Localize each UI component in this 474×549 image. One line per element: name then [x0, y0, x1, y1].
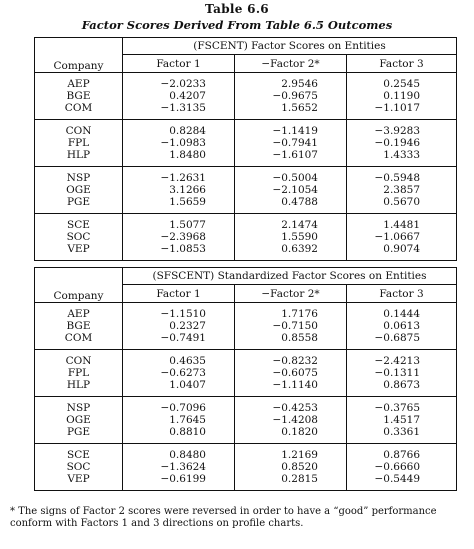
- factor-3-value: 0.1444: [383, 308, 421, 320]
- factor-3-value: −0.1946: [374, 137, 421, 149]
- factor-1-value: −0.7491: [160, 332, 206, 344]
- factor-3-value: 0.3361: [383, 426, 421, 438]
- factor-3-value: 0.5670: [383, 196, 421, 208]
- factor-1-value: −1.2631: [160, 172, 206, 184]
- factor-1-value: 0.8480: [169, 449, 206, 461]
- company-name: OGE: [66, 184, 91, 196]
- factor-2-value-cell: [235, 444, 347, 491]
- factor-1-value: 1.5659: [169, 196, 206, 208]
- factor-3-value: −2.4213: [374, 355, 421, 367]
- factor-2-value-cell: [235, 120, 347, 167]
- factor-3-value-cell: [347, 444, 457, 491]
- company-name: AEP: [67, 308, 90, 320]
- factor-2-header: −Factor 2*: [235, 55, 347, 73]
- factor-1-value: −0.6273: [160, 367, 206, 379]
- table-row: [35, 120, 457, 167]
- factor-1-value: 0.4207: [169, 90, 206, 102]
- factor-3-value-cell: [347, 350, 457, 397]
- factor-1-header: Factor 1: [123, 285, 235, 303]
- company-name: FPL: [67, 137, 90, 149]
- table-row: [35, 214, 457, 261]
- table-title: Table 6.6: [205, 2, 269, 16]
- factor-1-value: 1.0407: [169, 379, 206, 391]
- factor-2-value: −0.6075: [272, 367, 318, 379]
- company-name: BGE: [66, 320, 91, 332]
- factor-2-value: −1.1419: [272, 125, 318, 137]
- factor-1-value: −1.0983: [160, 137, 206, 149]
- factor-2-value: 0.8520: [281, 461, 318, 473]
- company-name: FPL: [67, 367, 90, 379]
- factor-1-value: −0.6199: [160, 473, 206, 485]
- company-name: SCE: [67, 449, 90, 461]
- factor-2-value: −2.1054: [272, 184, 318, 196]
- factor-3-value-cell: [347, 120, 457, 167]
- footnote: * The signs of Factor 2 scores were reversed in order to have a “good” performance conform with Factors 1 and 3 directions on profile charts.: [10, 506, 437, 529]
- factor-2-value: 1.7176: [281, 308, 318, 320]
- factor-1-value-cell: [123, 73, 235, 120]
- table-row: [35, 397, 457, 444]
- factor-3-value: −1.1017: [374, 102, 421, 114]
- company-header: Company: [35, 38, 123, 73]
- factor-3-value-cell: [347, 397, 457, 444]
- factor-3-value: 0.1190: [383, 90, 421, 102]
- factor-2-header: −Factor 2*: [235, 285, 347, 303]
- factor-2-value: −1.6107: [272, 149, 318, 161]
- company-name: HLP: [66, 379, 91, 391]
- factor-2-value-cell: [235, 167, 347, 214]
- company-name: NSP: [66, 172, 91, 184]
- factor-1-value: 0.2327: [169, 320, 206, 332]
- company-name: SOC: [66, 231, 91, 243]
- factor-2-value: −1.4208: [272, 414, 318, 426]
- factor-2-value: 0.4788: [281, 196, 318, 208]
- company-name: CON: [65, 355, 92, 367]
- company-name-cell: [35, 120, 123, 167]
- factor-2-value: 0.8558: [281, 332, 318, 344]
- table-row: [35, 167, 457, 214]
- factor-3-value: 0.8673: [383, 379, 421, 391]
- factor-1-value: −1.3624: [160, 461, 206, 473]
- factor-2-value: −1.1140: [272, 379, 318, 391]
- factor-2-value: 0.1820: [281, 426, 318, 438]
- factor-3-value: 0.2545: [383, 78, 421, 90]
- company-name-cell: [35, 444, 123, 491]
- factor-3-value: 0.0613: [383, 320, 421, 332]
- factor-3-value: −0.5449: [374, 473, 421, 485]
- factor-2-value: 1.2169: [281, 449, 318, 461]
- factor-3-value: 0.8766: [383, 449, 421, 461]
- group-header: (SFSCENT) Standardized Factor Scores on Entities: [123, 268, 457, 285]
- company-name: PGE: [66, 196, 91, 208]
- company-name: SCE: [67, 219, 90, 231]
- factor-2-value-cell: [235, 350, 347, 397]
- factor-3-value-cell: [347, 73, 457, 120]
- company-name: VEP: [67, 243, 90, 255]
- factor-3-value: 1.4333: [383, 149, 421, 161]
- company-name-cell: [35, 167, 123, 214]
- company-name: HLP: [66, 149, 91, 161]
- factor-2-value: 0.6392: [281, 243, 318, 255]
- factor-1-value: 0.8810: [169, 426, 206, 438]
- table-row: [35, 444, 457, 491]
- company-header: Company: [35, 268, 123, 303]
- factor-3-value: 1.4481: [383, 219, 421, 231]
- factor-2-value: −0.5004: [272, 172, 318, 184]
- factor-3-header: Factor 3: [347, 285, 457, 303]
- company-name: CON: [65, 125, 92, 137]
- company-name: BGE: [66, 90, 91, 102]
- factor-3-value: 1.4517: [383, 414, 421, 426]
- factor-3-value: −3.9283: [374, 125, 421, 137]
- company-name-cell: [35, 303, 123, 350]
- factor-1-value: 1.8480: [169, 149, 206, 161]
- factor-3-value: −0.6875: [374, 332, 421, 344]
- factor-1-value: 0.4635: [169, 355, 206, 367]
- factor-3-header: Factor 3: [347, 55, 457, 73]
- company-name: COM: [64, 332, 93, 344]
- factor-1-value: 1.7645: [169, 414, 206, 426]
- table-row: [35, 350, 457, 397]
- factor-3-value: −0.3765: [374, 402, 421, 414]
- factor-2-value: −0.7941: [272, 137, 318, 149]
- company-name-cell: [35, 73, 123, 120]
- factor-3-value: 0.9074: [383, 243, 421, 255]
- factor-3-value: 2.3857: [383, 184, 421, 196]
- company-name: SOC: [66, 461, 91, 473]
- company-name: OGE: [66, 414, 91, 426]
- factor-3-value-cell: [347, 167, 457, 214]
- factor-2-value: −0.9675: [272, 90, 318, 102]
- factor-1-value-cell: [123, 167, 235, 214]
- factor-scores-table-2: [34, 267, 457, 491]
- factor-3-value: −1.0667: [374, 231, 421, 243]
- factor-1-value: 0.8284: [169, 125, 206, 137]
- factor-2-value-cell: [235, 214, 347, 261]
- factor-2-value-cell: [235, 397, 347, 444]
- factor-1-value: −2.3968: [160, 231, 206, 243]
- factor-1-value: −0.7096: [160, 402, 206, 414]
- factor-1-value: 3.1266: [169, 184, 206, 196]
- factor-3-value: −0.5948: [374, 172, 421, 184]
- table-subtitle: Factor Scores Derived From Table 6.5 Outcomes: [81, 18, 393, 32]
- factor-1-value-cell: [123, 214, 235, 261]
- factor-1-value-cell: [123, 303, 235, 350]
- factor-3-value: −0.6660: [374, 461, 421, 473]
- factor-2-value: 1.5652: [281, 102, 318, 114]
- company-name-cell: [35, 397, 123, 444]
- factor-1-value-cell: [123, 350, 235, 397]
- factor-2-value: 2.9546: [281, 78, 318, 90]
- factor-1-header: Factor 1: [123, 55, 235, 73]
- factor-1-value-cell: [123, 444, 235, 491]
- factor-2-value: 0.2815: [281, 473, 318, 485]
- factor-3-value-cell: [347, 214, 457, 261]
- factor-2-value: 1.5590: [281, 231, 318, 243]
- factor-2-value-cell: [235, 303, 347, 350]
- factor-2-value: −0.4253: [272, 402, 318, 414]
- company-name: AEP: [67, 78, 90, 90]
- factor-2-value-cell: [235, 73, 347, 120]
- factor-1-value-cell: [123, 120, 235, 167]
- factor-3-value: −0.1311: [374, 367, 421, 379]
- table-row: [35, 303, 457, 350]
- company-name-cell: [35, 214, 123, 261]
- factor-2-value: −0.8232: [272, 355, 318, 367]
- factor-1-value-cell: [123, 397, 235, 444]
- factor-1-value: −1.1510: [160, 308, 206, 320]
- factor-3-value-cell: [347, 303, 457, 350]
- factor-1-value: −1.3135: [160, 102, 206, 114]
- company-name: VEP: [67, 473, 90, 485]
- factor-scores-table-1: [34, 37, 457, 261]
- company-name: COM: [64, 102, 93, 114]
- company-name: PGE: [66, 426, 91, 438]
- company-name-cell: [35, 350, 123, 397]
- factor-1-value: −1.0853: [160, 243, 206, 255]
- factor-2-value: 2.1474: [281, 219, 318, 231]
- factor-1-value: −2.0233: [160, 78, 206, 90]
- factor-1-value: 1.5077: [169, 219, 206, 231]
- company-name: NSP: [66, 402, 91, 414]
- table-row: [35, 73, 457, 120]
- factor-2-value: −0.7150: [272, 320, 318, 332]
- group-header: (FSCENT) Factor Scores on Entities: [123, 38, 457, 55]
